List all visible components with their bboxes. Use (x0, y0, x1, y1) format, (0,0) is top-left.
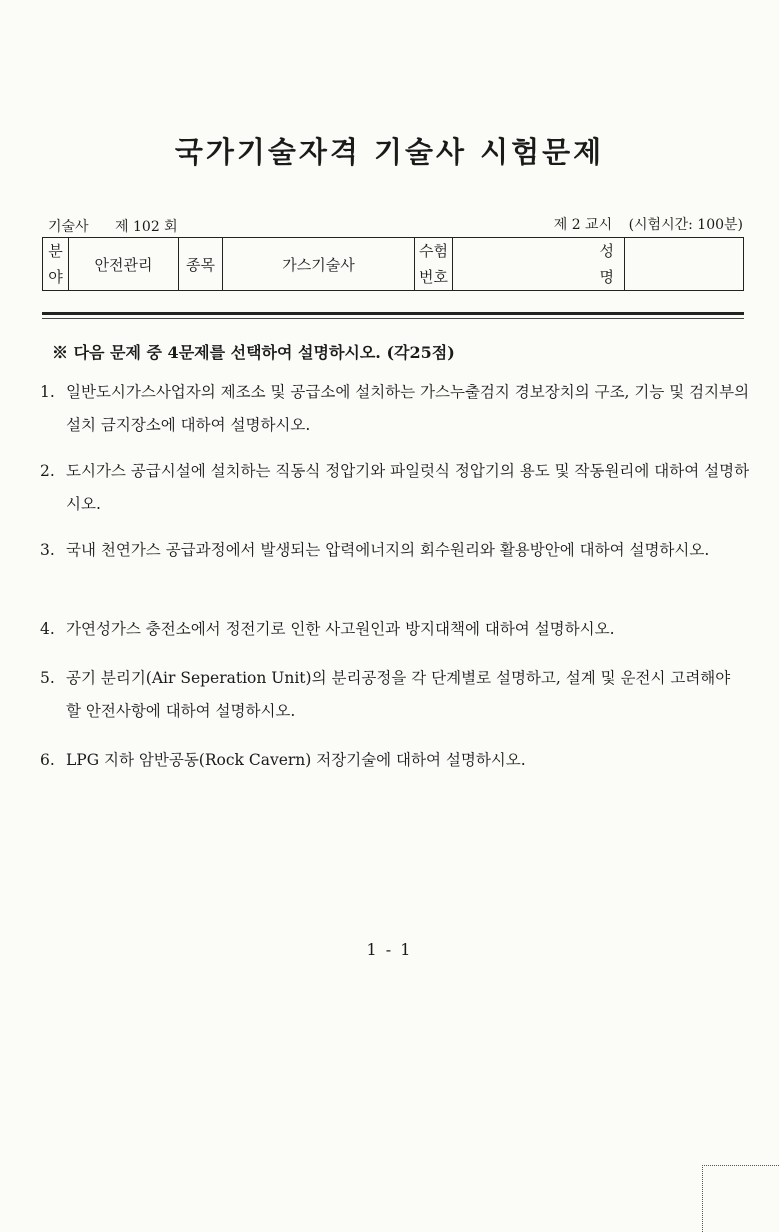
question-text: 국내 천연가스 공급과정에서 발생되는 압력에너지의 회수원리와 활용방안에 대하여 설명하시오. (66, 541, 710, 559)
field-value-cell (69, 238, 179, 290)
exam-round: 제 102 회 (115, 219, 178, 235)
exam-number-label-2: 번호 (419, 267, 448, 286)
question-number: 4. (40, 620, 55, 638)
question-number: 1. (40, 383, 55, 401)
field-label-cell (43, 238, 69, 290)
question-4 (40, 613, 750, 646)
subject-label: 종목 (186, 255, 215, 274)
exam-session-info (554, 214, 743, 234)
field-label-1: 분 (48, 241, 63, 260)
subject-label-cell (179, 238, 223, 290)
exam-number-label-cell (415, 238, 453, 290)
question-number: 2. (40, 462, 55, 480)
name-label (600, 238, 615, 290)
question-number: 6. (40, 751, 55, 769)
page-number: 1 - 1 (366, 940, 413, 959)
name-label-2: 명 (599, 267, 614, 286)
question-5 (40, 662, 750, 728)
field-label-2: 야 (48, 267, 63, 286)
exam-number-label-1: 수험 (419, 241, 448, 260)
divider-thin (42, 318, 744, 319)
question-text: 공기 분리기(Air Seperation Unit)의 분리공정을 각 단계별로 설명하고, 설계 및 운전시 고려해야 할 안전사항에 대하여 설명하시오. (66, 669, 731, 720)
name-field[interactable] (625, 238, 743, 290)
name-label-1: 성 (599, 241, 614, 260)
page-title: 국가기술자격 기술사 시험문제 (174, 135, 605, 169)
scan-dotted-line-vertical (702, 1165, 704, 1232)
divider-thick (42, 312, 744, 315)
exam-time: (시험시간: 100분) (628, 217, 743, 233)
exam-info-table (42, 237, 744, 291)
exam-round-info (48, 216, 200, 236)
subject-value: 가스기술사 (282, 255, 355, 274)
exam-category: 기술사 (48, 219, 89, 235)
question-3 (40, 534, 750, 567)
question-text: 일반도시가스사업자의 제조소 및 공급소에 설치하는 가스누출검지 경보장치의 구조, 기능 및 검지부의 설치 금지장소에 대하여 설명하시오. (66, 383, 750, 434)
field-value: 안전관리 (94, 255, 153, 274)
instruction-text: ※ 다음 문제 중 4문제를 선택하여 설명하시오. (각25점) (52, 343, 455, 362)
exam-session: 제 2 교시 (553, 217, 613, 233)
question-text: 도시가스 공급시설에 설치하는 직동식 정압기와 파일럿식 정압기의 용도 및 작동원리에 대하여 설명하시오. (66, 462, 750, 513)
question-1 (40, 376, 750, 442)
scan-dotted-line-horizontal (702, 1165, 779, 1167)
question-text: 가연성가스 충전소에서 정전기로 인한 사고원인과 방지대책에 대하여 설명하시오. (66, 620, 615, 638)
subject-value-cell (223, 238, 415, 290)
question-number: 3. (40, 541, 55, 559)
question-6 (40, 744, 750, 777)
question-number: 5. (40, 669, 55, 687)
question-text: LPG 지하 암반공동(Rock Cavern) 저장기술에 대하여 설명하시오. (66, 751, 526, 769)
question-2 (40, 455, 750, 521)
exam-number-field[interactable] (453, 238, 625, 290)
